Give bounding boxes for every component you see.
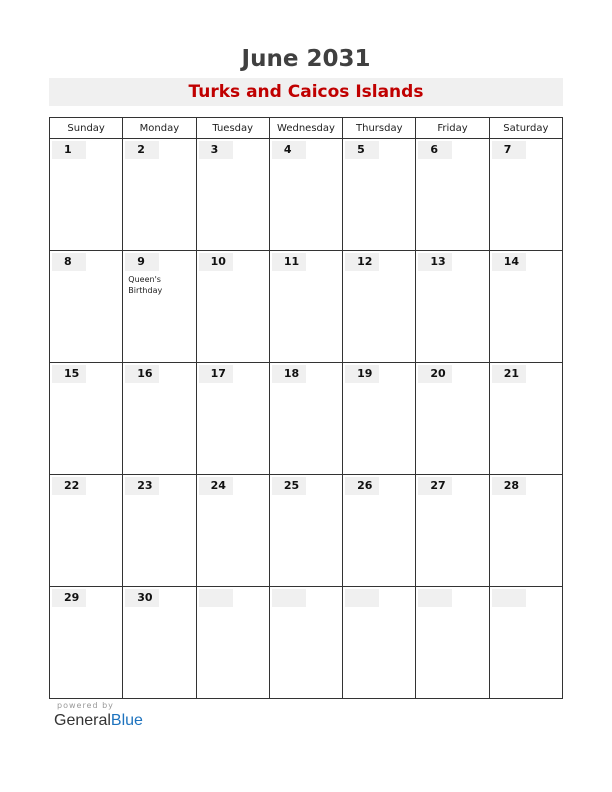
weekday-sunday: Sunday xyxy=(50,118,123,139)
day-number: 25 xyxy=(272,477,306,495)
day-cell xyxy=(269,363,342,475)
brand-blue: Blue xyxy=(110,712,143,729)
weekday-tuesday: Tuesday xyxy=(196,118,269,139)
day-cell xyxy=(269,587,342,699)
day-number: 14 xyxy=(492,253,526,271)
day-cell xyxy=(489,475,562,587)
page-title: June 2031 xyxy=(241,46,371,72)
day-cell xyxy=(123,587,196,699)
day-cell xyxy=(123,139,196,251)
day-cell xyxy=(343,251,416,363)
day-number: 29 xyxy=(52,589,86,607)
day-number: 8 xyxy=(52,253,86,271)
day-number: 27 xyxy=(418,477,452,495)
day-number: 7 xyxy=(492,141,526,159)
day-number: 16 xyxy=(125,365,159,383)
week-row xyxy=(50,587,563,699)
day-number xyxy=(199,589,233,607)
day-cell xyxy=(489,363,562,475)
day-number xyxy=(272,589,306,607)
day-cell xyxy=(416,475,489,587)
day-number: 4 xyxy=(272,141,306,159)
weekday-monday: Monday xyxy=(123,118,196,139)
weekday-header-row xyxy=(50,118,563,139)
day-cell xyxy=(489,139,562,251)
country-name: Turks and Caicos Islands xyxy=(188,82,424,102)
day-cell xyxy=(50,587,123,699)
day-cell xyxy=(416,251,489,363)
holiday-label: Queen's Birthday xyxy=(128,275,163,295)
brand-general: General xyxy=(54,712,111,729)
day-cell xyxy=(50,363,123,475)
day-number: 18 xyxy=(272,365,306,383)
day-number: 22 xyxy=(52,477,86,495)
day-number: 9 xyxy=(125,253,159,271)
week-row xyxy=(50,251,563,363)
day-cell xyxy=(269,251,342,363)
day-number: 10 xyxy=(199,253,233,271)
day-number: 1 xyxy=(52,141,86,159)
day-number: 15 xyxy=(52,365,86,383)
day-cell xyxy=(123,363,196,475)
day-number: 30 xyxy=(125,589,159,607)
day-cell xyxy=(123,251,196,363)
day-number: 28 xyxy=(492,477,526,495)
day-number: 19 xyxy=(345,365,379,383)
day-cell xyxy=(343,363,416,475)
day-number xyxy=(345,589,379,607)
brand-logo xyxy=(54,712,143,730)
day-cell xyxy=(123,475,196,587)
day-number: 12 xyxy=(345,253,379,271)
day-number: 20 xyxy=(418,365,452,383)
day-cell xyxy=(269,475,342,587)
day-cell xyxy=(489,251,562,363)
day-number: 2 xyxy=(125,141,159,159)
weekday-wednesday: Wednesday xyxy=(269,118,342,139)
day-cell xyxy=(196,139,269,251)
month-calendar xyxy=(49,117,563,699)
day-cell xyxy=(343,587,416,699)
day-cell xyxy=(343,475,416,587)
day-cell xyxy=(416,139,489,251)
day-number: 3 xyxy=(199,141,233,159)
day-cell xyxy=(196,251,269,363)
day-cell xyxy=(196,475,269,587)
day-cell xyxy=(50,475,123,587)
day-number: 17 xyxy=(199,365,233,383)
day-number xyxy=(418,589,452,607)
weekday-saturday: Saturday xyxy=(489,118,562,139)
day-number xyxy=(492,589,526,607)
week-row xyxy=(50,139,563,251)
day-cell xyxy=(343,139,416,251)
day-number: 5 xyxy=(345,141,379,159)
day-cell xyxy=(416,587,489,699)
week-row xyxy=(50,475,563,587)
day-cell xyxy=(489,587,562,699)
day-cell xyxy=(416,363,489,475)
weekday-friday: Friday xyxy=(416,118,489,139)
day-number: 13 xyxy=(418,253,452,271)
weekday-thursday: Thursday xyxy=(343,118,416,139)
day-cell xyxy=(196,363,269,475)
day-number: 23 xyxy=(125,477,159,495)
calendar-body xyxy=(50,139,563,699)
subtitle-bar xyxy=(49,78,563,106)
day-cell xyxy=(50,139,123,251)
powered-by-label: powered by xyxy=(57,701,114,710)
day-number: 21 xyxy=(492,365,526,383)
day-cell xyxy=(50,251,123,363)
week-row xyxy=(50,363,563,475)
day-cell xyxy=(196,587,269,699)
day-number: 11 xyxy=(272,253,306,271)
day-number: 6 xyxy=(418,141,452,159)
day-cell xyxy=(269,139,342,251)
day-number: 24 xyxy=(199,477,233,495)
day-number: 26 xyxy=(345,477,379,495)
